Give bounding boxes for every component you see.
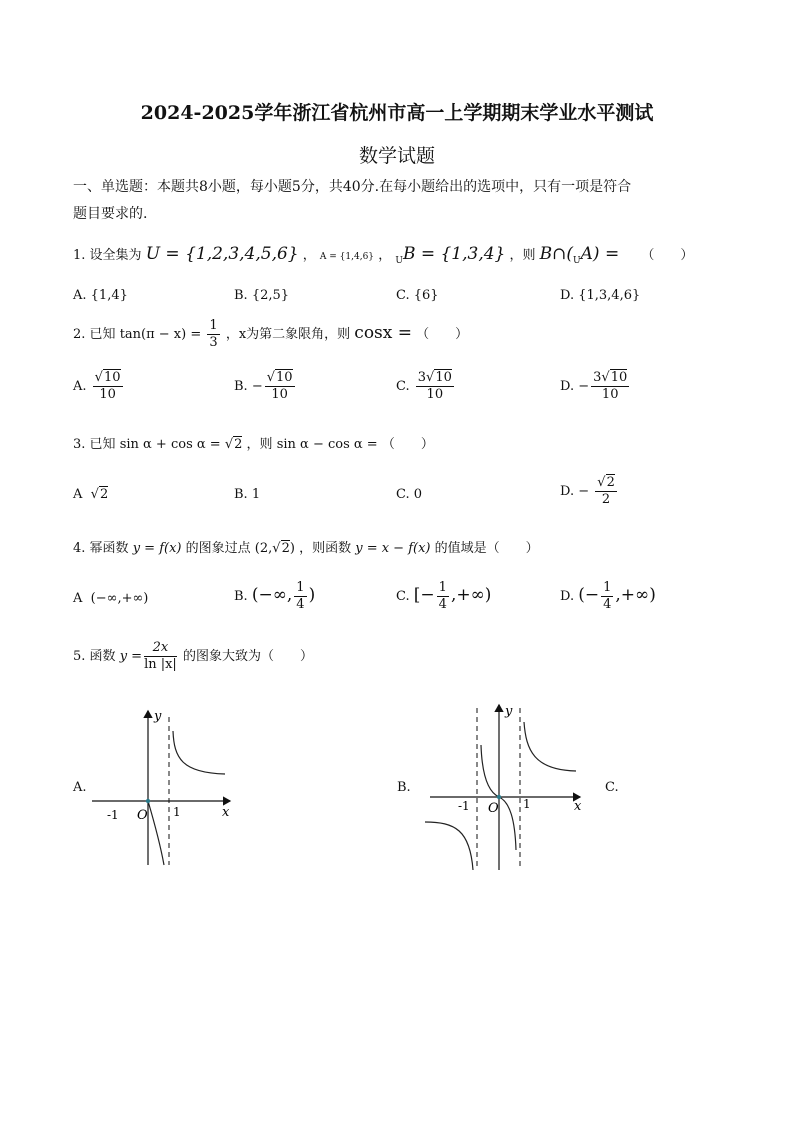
q1-option-c[interactable]: C. {6} [396,288,439,303]
q4-func2: y = x − f(x) [355,541,431,556]
section-instructions-line2: 题目要求的. [73,206,148,222]
graph-a-tick-neg: -1 [107,808,119,822]
q1-complement-b: B = {1,3,4} [402,244,506,264]
q2-expr: tan(π − x) = [119,327,202,342]
q1-query-end: A) = [580,244,620,264]
q3-answer-paren: （ ） [381,437,434,452]
q4-option-c[interactable]: C. [− $\frac{1}{4}$ ,+∞) [396,580,492,612]
q1-query: B∩( [539,244,574,264]
graph-b-origin-dot [497,795,501,799]
q5-option-a-label[interactable]: A. [73,780,87,795]
graph-a-x-label: x [222,805,230,820]
q5-graph-b[interactable] [420,700,590,872]
question-3-stem: 3. 已知 sin α + cos α = √2 ，则 sin α − cos α = （ ） [73,437,434,452]
graph-a-tick-pos: 1 [173,805,181,819]
q3-option-d[interactable]: D. − $\frac{√2}{2}$ [560,475,615,507]
graph-b-tick-pos: 1 [523,797,531,811]
graph-b-curve-left [425,822,473,870]
q2-condition: ，x为第二象限角，则 [225,327,351,342]
graph-a-origin-label: O [137,808,148,823]
question-5-stem [73,640,313,673]
q4-option-b[interactable]: B. (−∞, $\frac{1}{4}$ ) [234,580,316,612]
graph-b-curve-right [524,722,576,771]
q4-option-a[interactable]: A (−∞,+∞) [73,591,149,606]
q4-option-d[interactable]: D. (− $\frac{1}{4}$ ,+∞) [560,580,656,612]
q1-then: ，则 [509,248,536,263]
q1-answer-paren: （ ） [641,248,694,263]
q5-y-eq: y = [119,649,143,664]
q3-option-b[interactable]: B. 1 [234,487,261,502]
graph-a-curve-right [173,731,225,774]
q3-query: sin α − cos α = [276,437,378,452]
q3-expr: sin α + cos α = [119,437,221,452]
q5-fraction: $\frac{2x}{\ln |x|}$ [144,640,177,672]
graph-a-y-label: y [154,709,162,724]
q2-prefix: 2. 已知 [73,327,116,342]
q1-option-d[interactable]: D. {1,3,4,6} [560,288,641,303]
graph-b-curve-mid-right [499,797,516,850]
q3-radicand: 2 [234,437,243,452]
section-instructions-line1: 一、单选题：本题共8小题，每小题5分，共40分.在每小题给出的选项中，只有一项是符合 [73,179,632,195]
q4-then: ，则函数 [299,541,352,556]
graph-a-curve-mid [148,801,164,865]
question-4-stem [73,537,539,556]
graph-b-tick-neg: -1 [458,799,470,813]
q5-option-c-label[interactable]: C. [605,780,619,795]
q3-option-a[interactable]: A √2 [73,487,109,502]
q1-option-a[interactable]: A. {1,4} [73,288,128,303]
page-subtitle: 数学试题 [358,145,435,167]
q2-option-a[interactable]: A. $\frac{√10}{10}$ [73,370,121,402]
question-1-stem: 1. 设全集为 U = {1,2,3,4,5,6} ， A = {1,4,6} ， $_U$B = {1,3,4} ，则 $B\cap(_UA)$ = （ ） [73,244,694,266]
page-title: 2024-2025学年浙江省杭州市高一上学期期末学业水平测试 [140,102,654,124]
q2-query: cosx = [354,323,413,343]
graph-a-origin-dot [146,799,150,803]
q5-option-b-label[interactable]: B. [397,780,411,795]
graph-b-curve-mid-left [481,745,499,797]
q4-point: (2,√2) [254,541,295,556]
q1-prefix: 1. 设全集为 [73,248,142,263]
q2-fraction: $\frac{1}{3}$ [209,318,218,350]
q4-tail: 的值域是（ ） [434,541,539,556]
q4-func: y = f(x) [132,541,182,556]
question-2-stem [73,318,468,351]
q2-option-c[interactable]: C. $\frac{3√10}{10}$ [396,370,452,402]
graph-b-x-label: x [574,799,582,814]
q5-tail: 的图象大致为（ ） [182,649,313,664]
q3-option-c[interactable]: C. 0 [396,487,423,502]
q1-set-a: A = {1,4,6} [319,252,375,262]
q1-set-u: U = {1,2,3,4,5,6} [145,244,299,264]
q5-graph-a[interactable] [90,703,250,873]
q2-option-b[interactable]: B. − $\frac{√10}{10}$ [234,370,293,402]
graph-b-y-label: y [505,704,513,719]
q3-prefix: 3. 已知 [73,437,116,452]
q1-option-b[interactable]: B. {2,5} [234,288,290,303]
q2-option-d[interactable]: D. − $\frac{3√10}{10}$ [560,370,628,402]
q5-prefix: 5. 函数 [73,649,116,664]
q2-answer-paren: （ ） [416,327,469,342]
q3-then: ，则 [246,437,273,452]
q4-mid: 的图象过点 [185,541,251,556]
q4-prefix: 4. 幂函数 [73,541,129,556]
graph-b-origin-label: O [488,801,499,816]
